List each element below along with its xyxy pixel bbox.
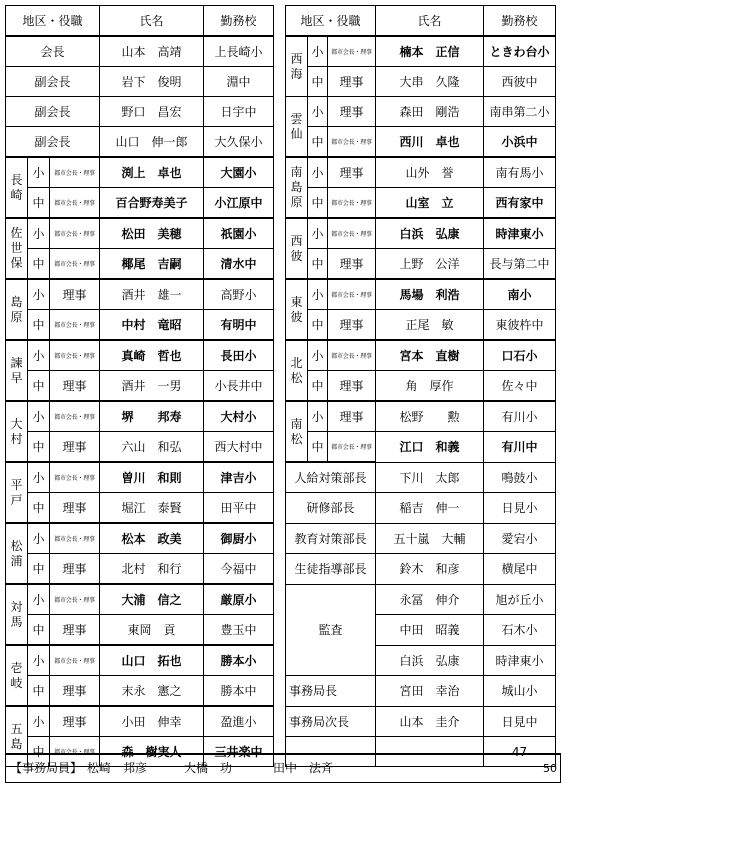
office-staff-member: 田中 法斉	[273, 761, 334, 775]
auditor-name: 中田 昭義	[376, 615, 484, 646]
role-label: 都市会長・理事	[50, 188, 100, 219]
region-label	[286, 36, 308, 97]
role-label: 理事	[50, 676, 100, 707]
role-label: 理事	[328, 157, 376, 188]
committee-title: 研修部長	[286, 493, 376, 524]
region-label	[6, 462, 28, 523]
member-school: 祇園小	[204, 218, 274, 249]
region-label-text: 諫早	[10, 355, 23, 385]
level-label: 中	[28, 249, 50, 280]
role-label: 都市会長・理事	[50, 249, 100, 280]
region-label-text: 東彼	[290, 294, 303, 324]
member-name: 曽川 和則	[100, 462, 204, 493]
region-label-text: 壱岐	[10, 660, 23, 690]
region-label	[286, 157, 308, 218]
level-label: 中	[28, 432, 50, 463]
member-name: 上野 公洋	[376, 249, 484, 280]
level-label: 小	[28, 462, 50, 493]
role-label: 理事	[50, 371, 100, 402]
level-label: 中	[308, 67, 328, 97]
level-label: 小	[28, 218, 50, 249]
member-name: 松田 美穂	[100, 218, 204, 249]
region-label	[6, 218, 28, 279]
member-school: 南串第二小	[484, 97, 556, 127]
region-label	[286, 279, 308, 340]
committee-school: 鳴鼓小	[484, 462, 556, 493]
level-label: 小	[308, 340, 328, 371]
officer-title: 会長	[6, 36, 100, 67]
role-label: 理事	[328, 97, 376, 127]
role-label: 都市会長・理事	[50, 310, 100, 341]
header-region-role: 地区・役職	[286, 6, 376, 37]
region-label	[286, 218, 308, 279]
member-school: 盈進小	[204, 706, 274, 737]
officer-title: 副会長	[6, 97, 100, 127]
role-label: 都市会長・理事	[50, 737, 100, 767]
committee-name: 五十嵐 大輔	[376, 523, 484, 554]
member-name: 大浦 信之	[100, 584, 204, 615]
member-school: 長与第二中	[484, 249, 556, 280]
role-label: 都市会長・理事	[50, 523, 100, 554]
level-label: 中	[308, 249, 328, 280]
auditor-school: 石木小	[484, 615, 556, 646]
role-label: 都市会長・理事	[50, 401, 100, 432]
role-label: 都市会長・理事	[50, 462, 100, 493]
level-label: 中	[28, 188, 50, 219]
region-label-text: 西海	[290, 51, 303, 81]
level-label: 小	[308, 401, 328, 432]
officer-school: 日宇中	[204, 97, 274, 127]
region-label	[6, 340, 28, 401]
officer-title: 副会長	[6, 67, 100, 97]
column-gap	[274, 6, 286, 767]
member-school: 厳原小	[204, 584, 274, 615]
role-label: 都市会長・理事	[50, 340, 100, 371]
roster-table	[5, 5, 556, 767]
role-label: 都市会長・理事	[328, 127, 376, 158]
role-label: 理事	[328, 67, 376, 97]
level-label: 中	[308, 371, 328, 402]
level-label: 小	[28, 645, 50, 676]
role-label: 理事	[328, 310, 376, 341]
level-label: 中	[308, 432, 328, 463]
member-name: 宮本 直樹	[376, 340, 484, 371]
region-label-text: 北松	[290, 355, 303, 385]
region-label-text: 大村	[10, 416, 23, 446]
member-school: 三井楽中	[204, 737, 274, 767]
member-name: 松野 勲	[376, 401, 484, 432]
office-staff-count: 50	[543, 762, 557, 775]
member-name: 酒井 雄一	[100, 279, 204, 310]
header-name: 氏名	[100, 6, 204, 37]
region-label-text: 島原	[10, 294, 23, 324]
region-label	[6, 401, 28, 462]
header-school: 勤務校	[484, 6, 556, 37]
region-label	[286, 401, 308, 462]
role-label: 都市会長・理事	[50, 645, 100, 676]
level-label: 小	[28, 340, 50, 371]
level-label: 中	[28, 371, 50, 402]
role-label: 理事	[50, 615, 100, 646]
level-label: 中	[28, 554, 50, 585]
level-label: 小	[308, 36, 328, 67]
member-name: 堺 邦寿	[100, 401, 204, 432]
officer-title: 副会長	[6, 127, 100, 158]
role-label: 都市会長・理事	[328, 279, 376, 310]
member-school: 御厨小	[204, 523, 274, 554]
member-school: 小長井中	[204, 371, 274, 402]
member-name: 東岡 貢	[100, 615, 204, 646]
auditor-school: 時津東小	[484, 645, 556, 676]
office-title: 事務局次長	[286, 706, 376, 737]
office-school: 日見中	[484, 706, 556, 737]
officer-school: 上長崎小	[204, 36, 274, 67]
office-name: 宮田 幸治	[376, 676, 484, 707]
member-name: 渕上 卓也	[100, 157, 204, 188]
region-label	[6, 645, 28, 706]
level-label: 中	[28, 493, 50, 524]
member-name: 真崎 哲也	[100, 340, 204, 371]
level-label: 小	[28, 584, 50, 615]
member-school: ときわ台小	[484, 36, 556, 67]
level-label: 小	[28, 523, 50, 554]
member-name: 角 厚作	[376, 371, 484, 402]
member-school: 大園小	[204, 157, 274, 188]
region-label-text: 佐世保	[10, 226, 23, 270]
member-name: 百合野寿美子	[100, 188, 204, 219]
role-label: 都市会長・理事	[328, 188, 376, 219]
role-label: 理事	[50, 279, 100, 310]
role-label: 都市会長・理事	[50, 584, 100, 615]
member-school: 勝本小	[204, 645, 274, 676]
auditor-name: 白浜 弘康	[376, 645, 484, 676]
member-name: 森 樹実人	[100, 737, 204, 767]
member-name: 江口 和義	[376, 432, 484, 463]
region-label	[6, 523, 28, 584]
role-label: 都市会長・理事	[50, 157, 100, 188]
member-school: 時津東小	[484, 218, 556, 249]
auditor-school: 旭が丘小	[484, 584, 556, 615]
member-name: 楠本 正信	[376, 36, 484, 67]
region-label-text: 平戸	[10, 477, 23, 507]
office-school: 城山小	[484, 676, 556, 707]
officer-school: 淵中	[204, 67, 274, 97]
region-label-text: 南島原	[290, 165, 303, 209]
member-name: 正尾 敏	[376, 310, 484, 341]
level-label: 小	[28, 706, 50, 737]
auditor-title: 監査	[286, 584, 376, 676]
level-label: 小	[28, 401, 50, 432]
region-label	[6, 584, 28, 645]
member-school: 今福中	[204, 554, 274, 585]
level-label: 小	[308, 157, 328, 188]
member-name: 北村 和行	[100, 554, 204, 585]
level-label: 中	[308, 188, 328, 219]
member-name: 山口 拓也	[100, 645, 204, 676]
region-label	[286, 340, 308, 401]
member-name: 山室 立	[376, 188, 484, 219]
role-label: 理事	[50, 554, 100, 585]
member-school: 西彼中	[484, 67, 556, 97]
region-label-text: 松浦	[10, 538, 23, 568]
roster-page	[5, 5, 561, 767]
officer-name: 岩下 俊明	[100, 67, 204, 97]
committee-school: 愛宕小	[484, 523, 556, 554]
member-school: 有川小	[484, 401, 556, 432]
level-label: 小	[28, 157, 50, 188]
member-school: 田平中	[204, 493, 274, 524]
member-school: 小江原中	[204, 188, 274, 219]
level-label: 中	[28, 737, 50, 767]
region-label	[6, 157, 28, 218]
auditor-name: 永冨 伸介	[376, 584, 484, 615]
member-school: 口石小	[484, 340, 556, 371]
role-label: 都市会長・理事	[328, 432, 376, 463]
officer-school: 大久保小	[204, 127, 274, 158]
member-school: 清水中	[204, 249, 274, 280]
member-name: 西川 卓也	[376, 127, 484, 158]
committee-name: 稲吉 伸一	[376, 493, 484, 524]
officer-name: 山本 高靖	[100, 36, 204, 67]
header-region-role: 地区・役職	[6, 6, 100, 37]
region-label-text: 対馬	[10, 599, 23, 629]
level-label: 中	[308, 310, 328, 341]
member-school: 西大村中	[204, 432, 274, 463]
office-title: 事務局長	[286, 676, 376, 707]
member-school: 有川中	[484, 432, 556, 463]
committee-title: 生徒指導部長	[286, 554, 376, 585]
role-label: 都市会長・理事	[328, 36, 376, 67]
header-school: 勤務校	[204, 6, 274, 37]
office-staff-label: 【事務局員】	[10, 761, 83, 775]
committee-name: 鈴木 和彦	[376, 554, 484, 585]
member-name: 森田 剛浩	[376, 97, 484, 127]
level-label: 中	[28, 310, 50, 341]
role-label: 都市会長・理事	[50, 218, 100, 249]
office-name: 山本 圭介	[376, 706, 484, 737]
member-name: 六山 和弘	[100, 432, 204, 463]
committee-title: 人給対策部長	[286, 462, 376, 493]
member-name: 白浜 弘康	[376, 218, 484, 249]
level-label: 小	[308, 97, 328, 127]
level-label: 中	[28, 676, 50, 707]
level-label: 中	[308, 127, 328, 158]
level-label: 中	[28, 615, 50, 646]
member-name: 小田 伸幸	[100, 706, 204, 737]
officer-name: 山口 伸一郎	[100, 127, 204, 158]
region-label-text: 長崎	[10, 172, 23, 202]
office-staff-row	[5, 753, 561, 783]
member-school: 佐々中	[484, 371, 556, 402]
region-label-text: 西彼	[290, 233, 303, 263]
role-label: 理事	[50, 432, 100, 463]
officer-name: 野口 昌宏	[100, 97, 204, 127]
member-name: 馬場 利浩	[376, 279, 484, 310]
member-school: 津吉小	[204, 462, 274, 493]
member-school: 高野小	[204, 279, 274, 310]
region-label-text: 雲仙	[290, 111, 303, 141]
office-staff-member: 松崎 邦彦	[87, 761, 148, 775]
member-school: 豊玉中	[204, 615, 274, 646]
region-label	[286, 97, 308, 158]
member-school: 南有馬小	[484, 157, 556, 188]
member-name: 山外 誉	[376, 157, 484, 188]
region-label	[6, 279, 28, 340]
committee-school: 日見小	[484, 493, 556, 524]
committee-school: 横尾中	[484, 554, 556, 585]
role-label: 理事	[50, 706, 100, 737]
member-name: 末永 憲之	[100, 676, 204, 707]
page-number: 47	[484, 737, 556, 767]
role-label: 理事	[328, 401, 376, 432]
office-staff-member: 大橋 功	[184, 761, 233, 775]
member-school: 長田小	[204, 340, 274, 371]
role-label: 都市会長・理事	[328, 218, 376, 249]
committee-name: 下川 太郎	[376, 462, 484, 493]
member-school: 勝本中	[204, 676, 274, 707]
member-name: 松本 政美	[100, 523, 204, 554]
member-school: 大村小	[204, 401, 274, 432]
region-label-text: 五島	[10, 721, 23, 751]
role-label: 理事	[328, 371, 376, 402]
role-label: 理事	[328, 249, 376, 280]
committee-title: 教育対策部長	[286, 523, 376, 554]
member-school: 東彼杵中	[484, 310, 556, 341]
level-label: 小	[308, 279, 328, 310]
member-school: 西有家中	[484, 188, 556, 219]
member-name: 大串 久隆	[376, 67, 484, 97]
level-label: 小	[28, 279, 50, 310]
member-name: 椰尾 吉嗣	[100, 249, 204, 280]
member-name: 酒井 一男	[100, 371, 204, 402]
level-label: 小	[308, 218, 328, 249]
role-label: 都市会長・理事	[328, 340, 376, 371]
region-label-text: 南松	[290, 416, 303, 446]
role-label: 理事	[50, 493, 100, 524]
header-name: 氏名	[376, 6, 484, 37]
member-school: 小浜中	[484, 127, 556, 158]
member-name: 中村 竜昭	[100, 310, 204, 341]
member-name: 堀江 泰賢	[100, 493, 204, 524]
member-school: 有明中	[204, 310, 274, 341]
member-school: 南小	[484, 279, 556, 310]
